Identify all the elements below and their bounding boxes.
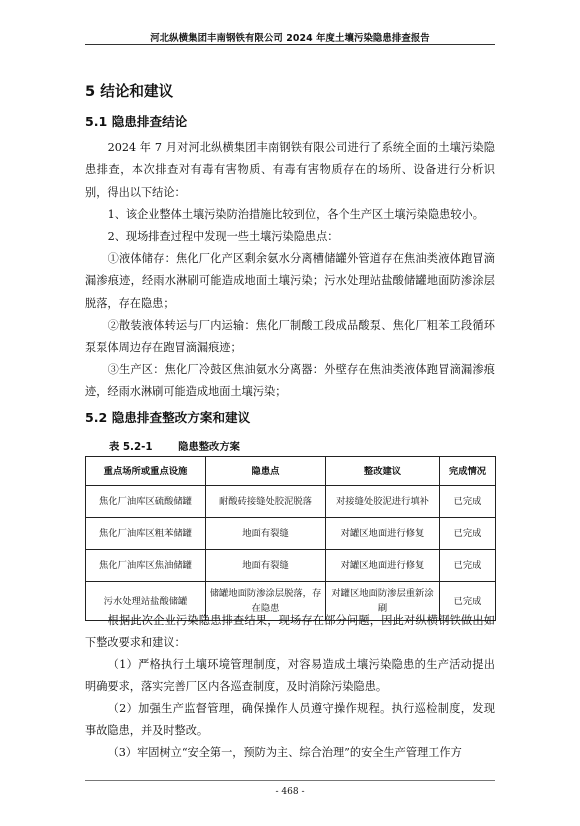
table-row xyxy=(86,518,496,550)
table-cell: 已完成 xyxy=(440,582,496,621)
table-cell: 储罐地面防渗涂层脱落，存在隐患 xyxy=(206,582,326,621)
table-cell: 已完成 xyxy=(440,486,496,518)
paragraph-transport: ②散装液体转运与厂内运输：焦化厂制酸工段成品酸泵、焦化厂粗苯工段循环泵泵体周边存在跑冒滴漏痕迹； xyxy=(85,319,495,355)
table-cell: 已完成 xyxy=(440,550,496,582)
table-number: 表 5.2-1 xyxy=(109,441,153,453)
table-cell: 地面有裂缝 xyxy=(206,550,326,582)
table-row xyxy=(86,550,496,582)
table-caption xyxy=(109,438,240,453)
table-cell: 耐酸砖接缝处胶泥脱落 xyxy=(206,486,326,518)
header-rule xyxy=(85,44,495,45)
table-cell: 对罐区地面防渗层重新涂刷 xyxy=(326,582,440,621)
table-row xyxy=(86,486,496,518)
table-cell: 污水处理站盐酸储罐 xyxy=(86,582,206,621)
table-title: 隐患整改方案 xyxy=(178,441,240,453)
section-title: 5 结论和建议 xyxy=(85,83,174,100)
header-cell: 整改建议 xyxy=(326,457,440,486)
paragraph-conclusion-2: 2、现场排查过程中发现一些土壤污染隐患点： xyxy=(107,230,339,243)
header-cell: 完成情况 xyxy=(440,457,496,486)
rectification-table xyxy=(85,456,496,621)
subsection-title-5-1: 5.1 隐患排查结论 xyxy=(85,114,188,129)
table-cell: 焦化厂油库区粗苯储罐 xyxy=(86,518,206,550)
paragraph-recommendations-intro: 根据此次企业污染隐患排查结果，现场存在部分问题，因此对纵横钢铁做出如下整改要求和建议： xyxy=(85,614,495,650)
paragraph-production-area: ③生产区：焦化厂冷鼓区焦油氨水分离器：外壁存在焦油类液体跑冒滴漏渗痕迹，经雨水淋刷可能造成地面土壤污染； xyxy=(85,363,495,399)
footer-rule xyxy=(85,780,495,781)
paragraph-liquid-storage: ①液体储存：焦化厂化产区剩余氨水分离槽储罐外管道存在焦油类液体跑冒滴漏渗痕迹，经雨水淋刷可能造成地面土壤污染；污水处理站盐酸储罐地面防渗涂层脱落，存在隐患； xyxy=(85,252,495,310)
table-cell: 已完成 xyxy=(440,518,496,550)
header-cell: 隐患点 xyxy=(206,457,326,486)
running-header: 河北纵横集团丰南钢铁有限公司 2024 年度土壤污染隐患排查报告 xyxy=(150,33,430,44)
table-cell: 对罐区地面进行修复 xyxy=(326,550,440,582)
table-cell: 焦化厂油库区硫酸储罐 xyxy=(86,486,206,518)
paragraph-recommendation-1: （1）严格执行土壤环境管理制度，对容易造成土壤污染隐患的生产活动提出明确要求，落实完善厂区内各巡查制度，及时消除污染隐患。 xyxy=(85,658,495,694)
paragraph-intro: 2024 年 7 月对河北纵横集团丰南钢铁有限公司进行了系统全面的土壤污染隐患排查，本次排查对有毒有害物质、有毒有害物质存在的场所、设备进行分析识别，得出以下结论： xyxy=(85,141,495,199)
paragraph-recommendation-2: （2）加强生产监督管理，确保操作人员遵守操作规程。执行巡检制度，发现事故隐患，并及时整改。 xyxy=(85,702,495,738)
paragraph-conclusion-1: 1、该企业整体土壤污染防治措施比较到位，各个生产区土壤污染隐患较小。 xyxy=(107,208,484,221)
subsection-title-5-2: 5.2 隐患排查整改方案和建议 xyxy=(85,410,251,425)
table-cell: 焦化厂油库区焦油储罐 xyxy=(86,550,206,582)
table-cell: 地面有裂缝 xyxy=(206,518,326,550)
table-header-row xyxy=(86,457,496,486)
table-cell: 对接缝处胶泥进行填补 xyxy=(326,486,440,518)
paragraph-recommendation-3: （3）牢固树立“安全第一，预防为主、综合治理”的安全生产管理工作方 xyxy=(107,746,462,759)
table-cell: 对罐区地面进行修复 xyxy=(326,518,440,550)
page-number: - 468 - xyxy=(275,787,305,797)
header-cell: 重点场所或重点设施 xyxy=(86,457,206,486)
